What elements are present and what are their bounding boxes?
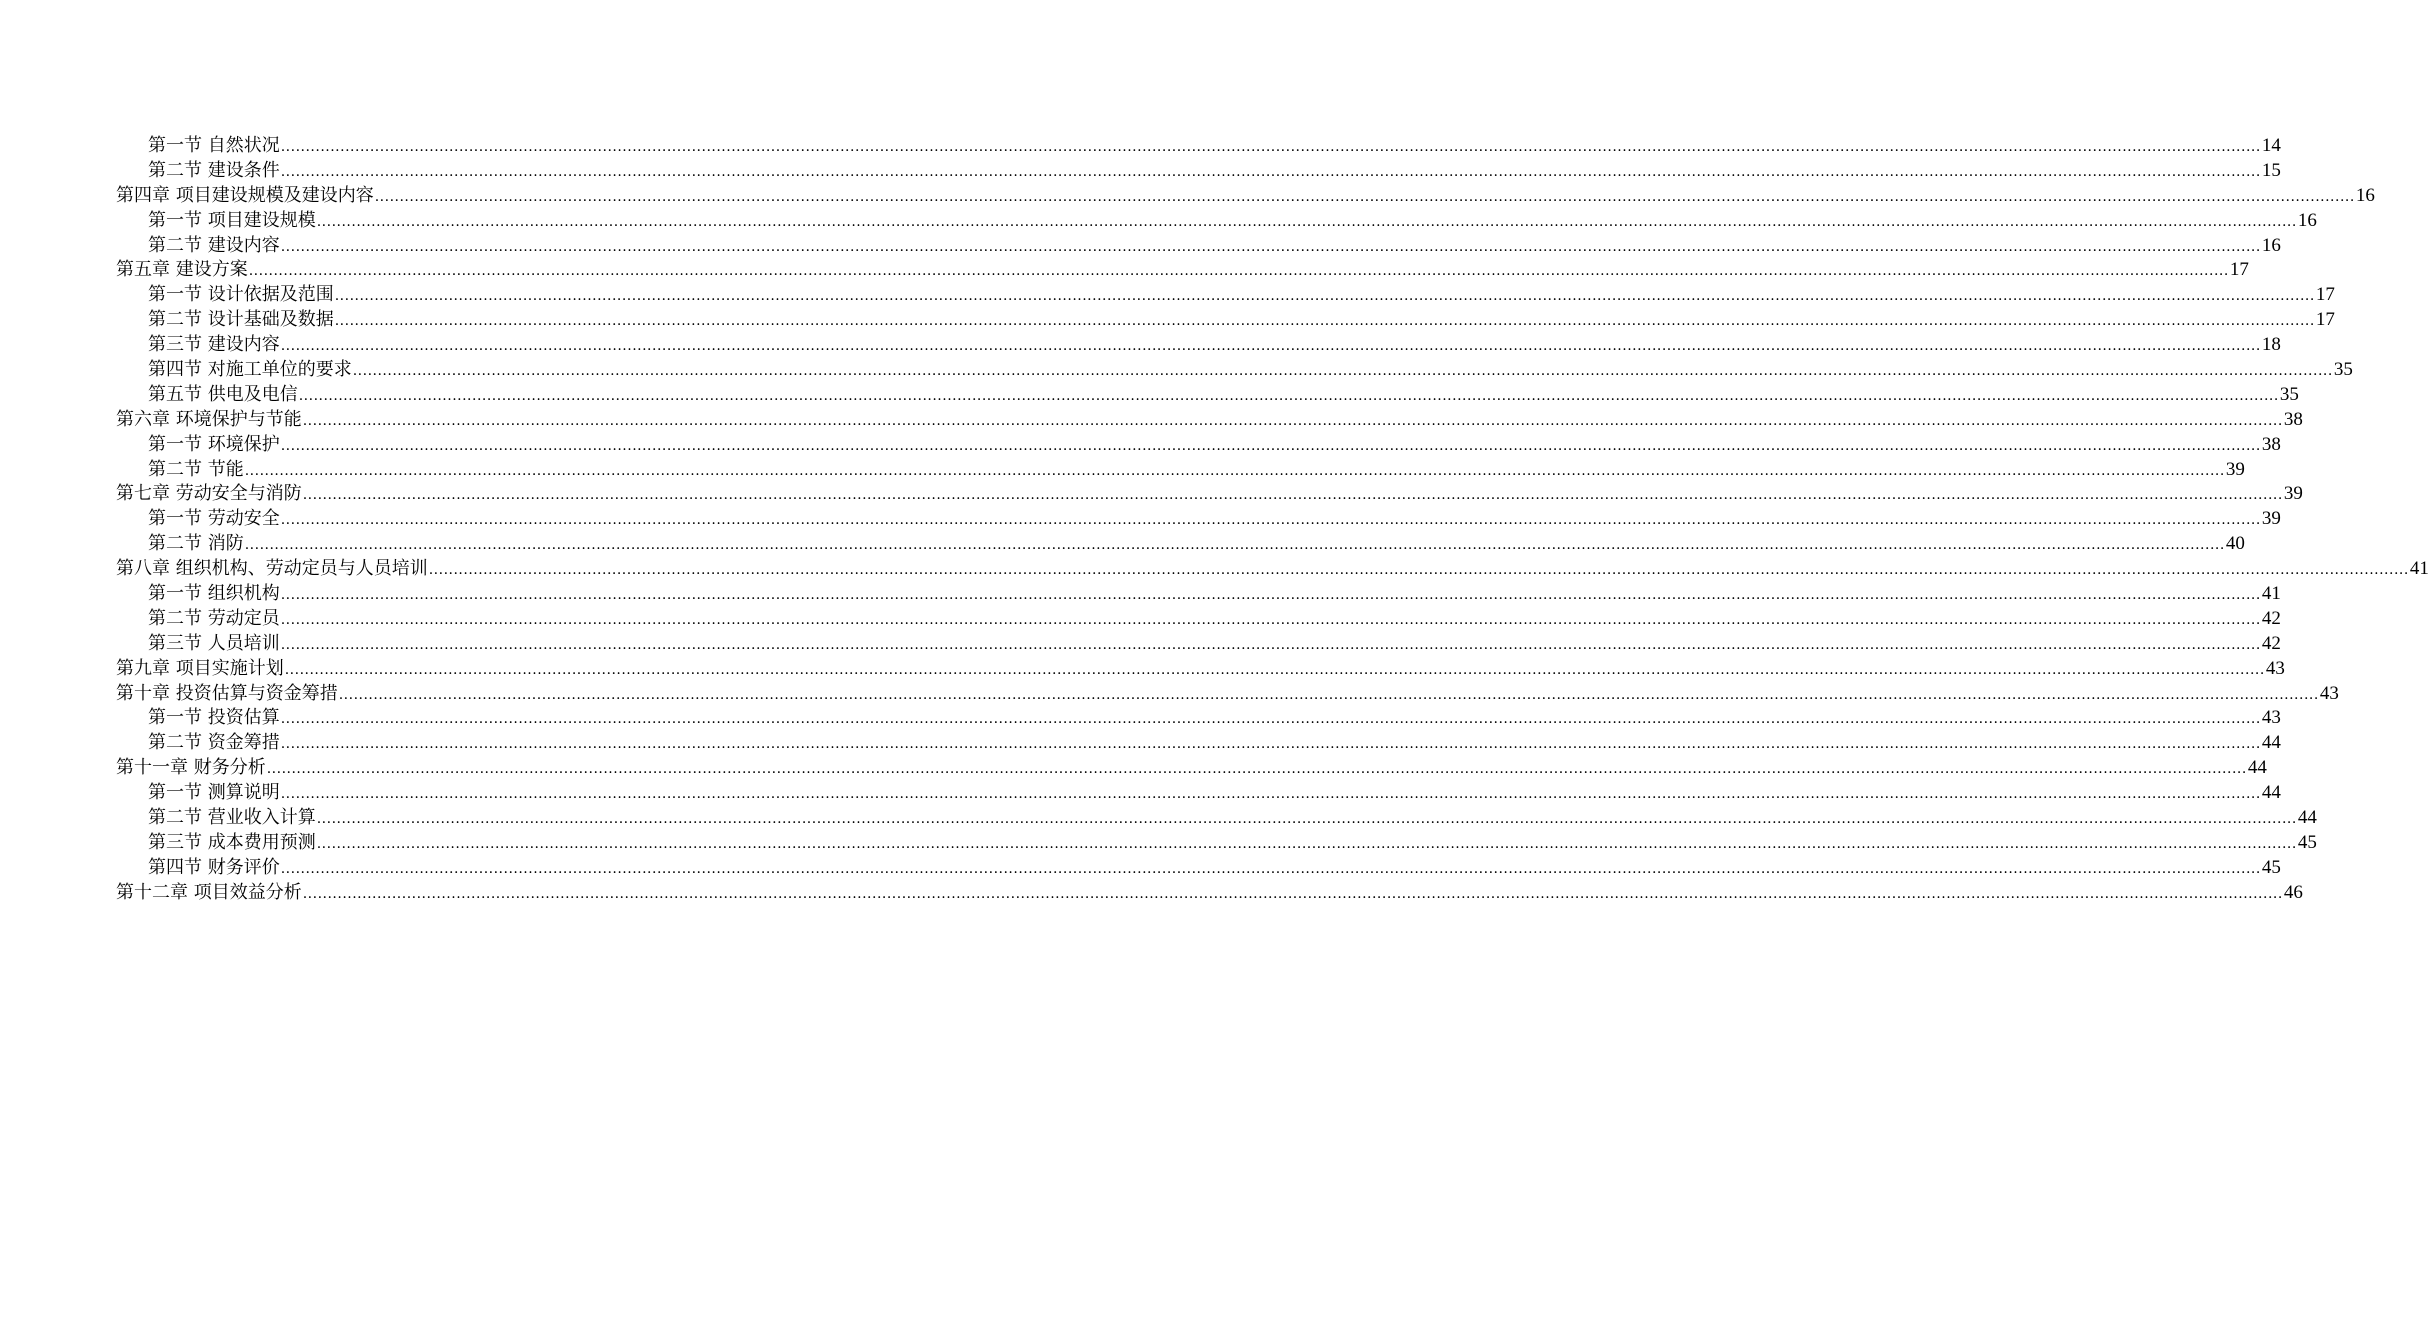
toc-entry-label: 第五节 供电及电信 (148, 383, 298, 405)
toc-dot-leader: ................................................................................................................................................................................................................................................................................................................................................................................................................ (338, 686, 2319, 703)
toc-dot-leader: ................................................................................................................................................................................................................................................................................................................................................................................................................ (374, 188, 2355, 205)
toc-dot-leader: ................................................................................................................................................................................................................................................................................................................................................................................................................ (316, 835, 2297, 852)
toc-page-number: 45 (2297, 831, 2317, 853)
toc-page-number: 43 (2265, 657, 2285, 679)
toc-dot-leader: ................................................................................................................................................................................................................................................................................................................................................................................................................ (302, 487, 2283, 504)
toc-entry-label: 第八章 组织机构、劳动定员与人员培训 (116, 558, 428, 580)
toc-dot-leader: ................................................................................................................................................................................................................................................................................................................................................................................................................ (244, 462, 2225, 479)
toc-entry-label: 第十一章 财务分析 (116, 757, 266, 779)
toc-dot-leader: ................................................................................................................................................................................................................................................................................................................................................................................................................ (280, 512, 2261, 529)
toc-entry-label: 第三节 人员培训 (148, 632, 280, 654)
toc-chapter-entry[interactable] (116, 557, 2429, 582)
toc-entry-label: 第一节 环境保护 (148, 433, 280, 455)
toc-section-entry[interactable] (116, 433, 2281, 458)
toc-entry-label: 第一节 组织机构 (148, 583, 280, 605)
toc-page-number: 44 (2247, 757, 2267, 779)
toc-entry-label: 第一节 劳动安全 (148, 508, 280, 530)
toc-page-number: 44 (2261, 732, 2281, 754)
toc-section-entry[interactable] (116, 333, 2281, 358)
toc-entry-label: 第二节 设计基础及数据 (148, 309, 334, 331)
toc-chapter-entry[interactable] (116, 482, 2303, 507)
toc-chapter-entry[interactable] (116, 756, 2267, 781)
toc-entry-label: 第一节 投资估算 (148, 707, 280, 729)
toc-page-number: 17 (2315, 309, 2335, 331)
toc-page-number: 15 (2261, 159, 2281, 181)
toc-dot-leader: ................................................................................................................................................................................................................................................................................................................................................................................................................ (298, 387, 2279, 404)
toc-page-number: 43 (2319, 682, 2339, 704)
toc-entry-label: 第二节 资金筹措 (148, 732, 280, 754)
toc-section-entry[interactable] (116, 731, 2281, 756)
toc-dot-leader: ................................................................................................................................................................................................................................................................................................................................................................................................................ (352, 363, 2333, 380)
toc-page-number: 16 (2355, 184, 2375, 206)
toc-dot-leader: ................................................................................................................................................................................................................................................................................................................................................................................................................ (334, 288, 2315, 305)
toc-section-entry[interactable] (116, 507, 2281, 532)
toc-entry-label: 第二节 建设条件 (148, 159, 280, 181)
toc-chapter-entry[interactable] (116, 258, 2249, 283)
toc-section-entry[interactable] (116, 283, 2335, 308)
toc-entry-label: 第二节 节能 (148, 458, 244, 480)
toc-page-number: 16 (2261, 234, 2281, 256)
toc-entry-label: 第二节 建设内容 (148, 234, 280, 256)
toc-section-entry[interactable] (116, 234, 2281, 259)
toc-chapter-entry[interactable] (116, 657, 2285, 682)
toc-dot-leader: ................................................................................................................................................................................................................................................................................................................................................................................................................ (280, 139, 2261, 155)
toc-entry-label: 第一节 设计依据及范围 (148, 284, 334, 306)
toc-dot-leader: ................................................................................................................................................................................................................................................................................................................................................................................................................ (280, 711, 2261, 728)
toc-entry-label: 第一节 自然状况 (148, 135, 280, 156)
toc-entry-label: 第七章 劳动安全与消防 (116, 483, 302, 505)
toc-dot-leader: ................................................................................................................................................................................................................................................................................................................................................................................................................ (302, 412, 2283, 429)
toc-entry-label: 第九章 项目实施计划 (116, 657, 284, 679)
toc-entry-label: 第四章 项目建设规模及建设内容 (116, 184, 374, 206)
toc-entry-label: 第一节 项目建设规模 (148, 209, 316, 231)
toc-section-entry[interactable] (116, 781, 2281, 806)
toc-section-entry[interactable] (116, 582, 2281, 607)
toc-section-entry[interactable] (116, 209, 2317, 234)
toc-chapter-entry[interactable] (116, 682, 2339, 707)
toc-page-number: 16 (2297, 209, 2317, 231)
toc-dot-leader: ................................................................................................................................................................................................................................................................................................................................................................................................................ (280, 587, 2261, 604)
toc-dot-leader: ................................................................................................................................................................................................................................................................................................................................................................................................................ (280, 736, 2261, 753)
toc-section-entry[interactable] (116, 706, 2281, 731)
toc-chapter-entry[interactable] (116, 408, 2303, 433)
toc-dot-leader: ................................................................................................................................................................................................................................................................................................................................................................................................................ (244, 537, 2225, 554)
toc-section-entry[interactable] (116, 856, 2281, 881)
toc-section-entry[interactable] (116, 383, 2299, 408)
toc-page-number: 42 (2261, 632, 2281, 654)
toc-dot-leader: ................................................................................................................................................................................................................................................................................................................................................................................................................ (280, 338, 2261, 355)
toc-dot-leader: ................................................................................................................................................................................................................................................................................................................................................................................................................ (280, 611, 2261, 628)
toc-page-number: 39 (2261, 508, 2281, 530)
toc-page-number: 43 (2261, 707, 2281, 729)
toc-dot-leader: ................................................................................................................................................................................................................................................................................................................................................................................................................ (248, 263, 2229, 280)
toc-section-entry[interactable] (116, 607, 2281, 632)
toc-entry-label: 第二节 消防 (148, 533, 244, 555)
toc-section-entry[interactable] (116, 806, 2317, 831)
toc-page-number: 44 (2297, 807, 2317, 829)
toc-entry-label: 第三节 成本费用预测 (148, 831, 316, 853)
toc-page-number: 46 (2283, 881, 2303, 903)
toc-page-number: 45 (2261, 856, 2281, 878)
toc-dot-leader: ................................................................................................................................................................................................................................................................................................................................................................................................................ (280, 238, 2261, 255)
toc-entry-label: 第六章 环境保护与节能 (116, 408, 302, 430)
toc-dot-leader: ................................................................................................................................................................................................................................................................................................................................................................................................................ (284, 661, 2265, 678)
toc-entry-label: 第三节 建设内容 (148, 334, 280, 356)
toc-section-entry[interactable] (116, 308, 2335, 333)
toc-page-number: 42 (2261, 607, 2281, 629)
toc-dot-leader: ................................................................................................................................................................................................................................................................................................................................................................................................................ (316, 811, 2297, 828)
toc-page-number: 17 (2315, 284, 2335, 306)
toc-page-number: 39 (2283, 483, 2303, 505)
toc-dot-leader: ................................................................................................................................................................................................................................................................................................................................................................................................................ (280, 636, 2261, 653)
toc-section-entry[interactable] (116, 632, 2281, 657)
toc-dot-leader: ................................................................................................................................................................................................................................................................................................................................................................................................................ (266, 761, 2247, 778)
toc-dot-leader: ................................................................................................................................................................................................................................................................................................................................................................................................................ (280, 437, 2261, 454)
toc-dot-leader: ................................................................................................................................................................................................................................................................................................................................................................................................................ (316, 213, 2297, 230)
table-of-contents (116, 134, 2429, 906)
toc-dot-leader: ................................................................................................................................................................................................................................................................................................................................................................................................................ (280, 786, 2261, 803)
toc-dot-leader: ................................................................................................................................................................................................................................................................................................................................................................................................................ (428, 562, 2409, 579)
toc-page-number: 44 (2261, 782, 2281, 804)
toc-section-entry[interactable] (116, 358, 2353, 383)
toc-entry-label: 第二节 劳动定员 (148, 607, 280, 629)
toc-entry-label: 第四节 财务评价 (148, 856, 280, 878)
toc-page-number: 38 (2283, 408, 2303, 430)
toc-dot-leader: ................................................................................................................................................................................................................................................................................................................................................................................................................ (334, 313, 2315, 330)
toc-section-entry[interactable] (116, 134, 2281, 159)
toc-page-number: 41 (2261, 583, 2281, 605)
toc-section-entry[interactable] (116, 532, 2245, 557)
toc-dot-leader: ................................................................................................................................................................................................................................................................................................................................................................................................................ (280, 163, 2261, 180)
toc-entry-label: 第十二章 项目效益分析 (116, 881, 302, 903)
toc-dot-leader: ................................................................................................................................................................................................................................................................................................................................................................................................................ (280, 860, 2261, 877)
toc-page-number: 35 (2333, 359, 2353, 381)
toc-page-number: 39 (2225, 458, 2245, 480)
toc-section-entry[interactable] (116, 159, 2281, 184)
toc-page-number: 38 (2261, 433, 2281, 455)
toc-chapter-entry[interactable] (116, 184, 2375, 209)
toc-page-number: 35 (2279, 383, 2299, 405)
toc-page-number: 17 (2229, 259, 2249, 281)
toc-section-entry[interactable] (116, 831, 2317, 856)
toc-page-number: 18 (2261, 334, 2281, 356)
toc-entry-label: 第四节 对施工单位的要求 (148, 359, 352, 381)
toc-entry-label: 第一节 测算说明 (148, 782, 280, 804)
toc-page-number: 40 (2225, 533, 2245, 555)
toc-section-entry[interactable] (116, 458, 2245, 483)
toc-page-number: 41 (2409, 558, 2429, 580)
toc-entry-label: 第五章 建设方案 (116, 259, 248, 281)
toc-page-number: 14 (2261, 135, 2281, 156)
toc-entry-label: 第十章 投资估算与资金筹措 (116, 682, 338, 704)
toc-entry-label: 第二节 营业收入计算 (148, 807, 316, 829)
toc-dot-leader: ................................................................................................................................................................................................................................................................................................................................................................................................................ (302, 885, 2283, 902)
toc-chapter-entry[interactable] (116, 881, 2303, 906)
